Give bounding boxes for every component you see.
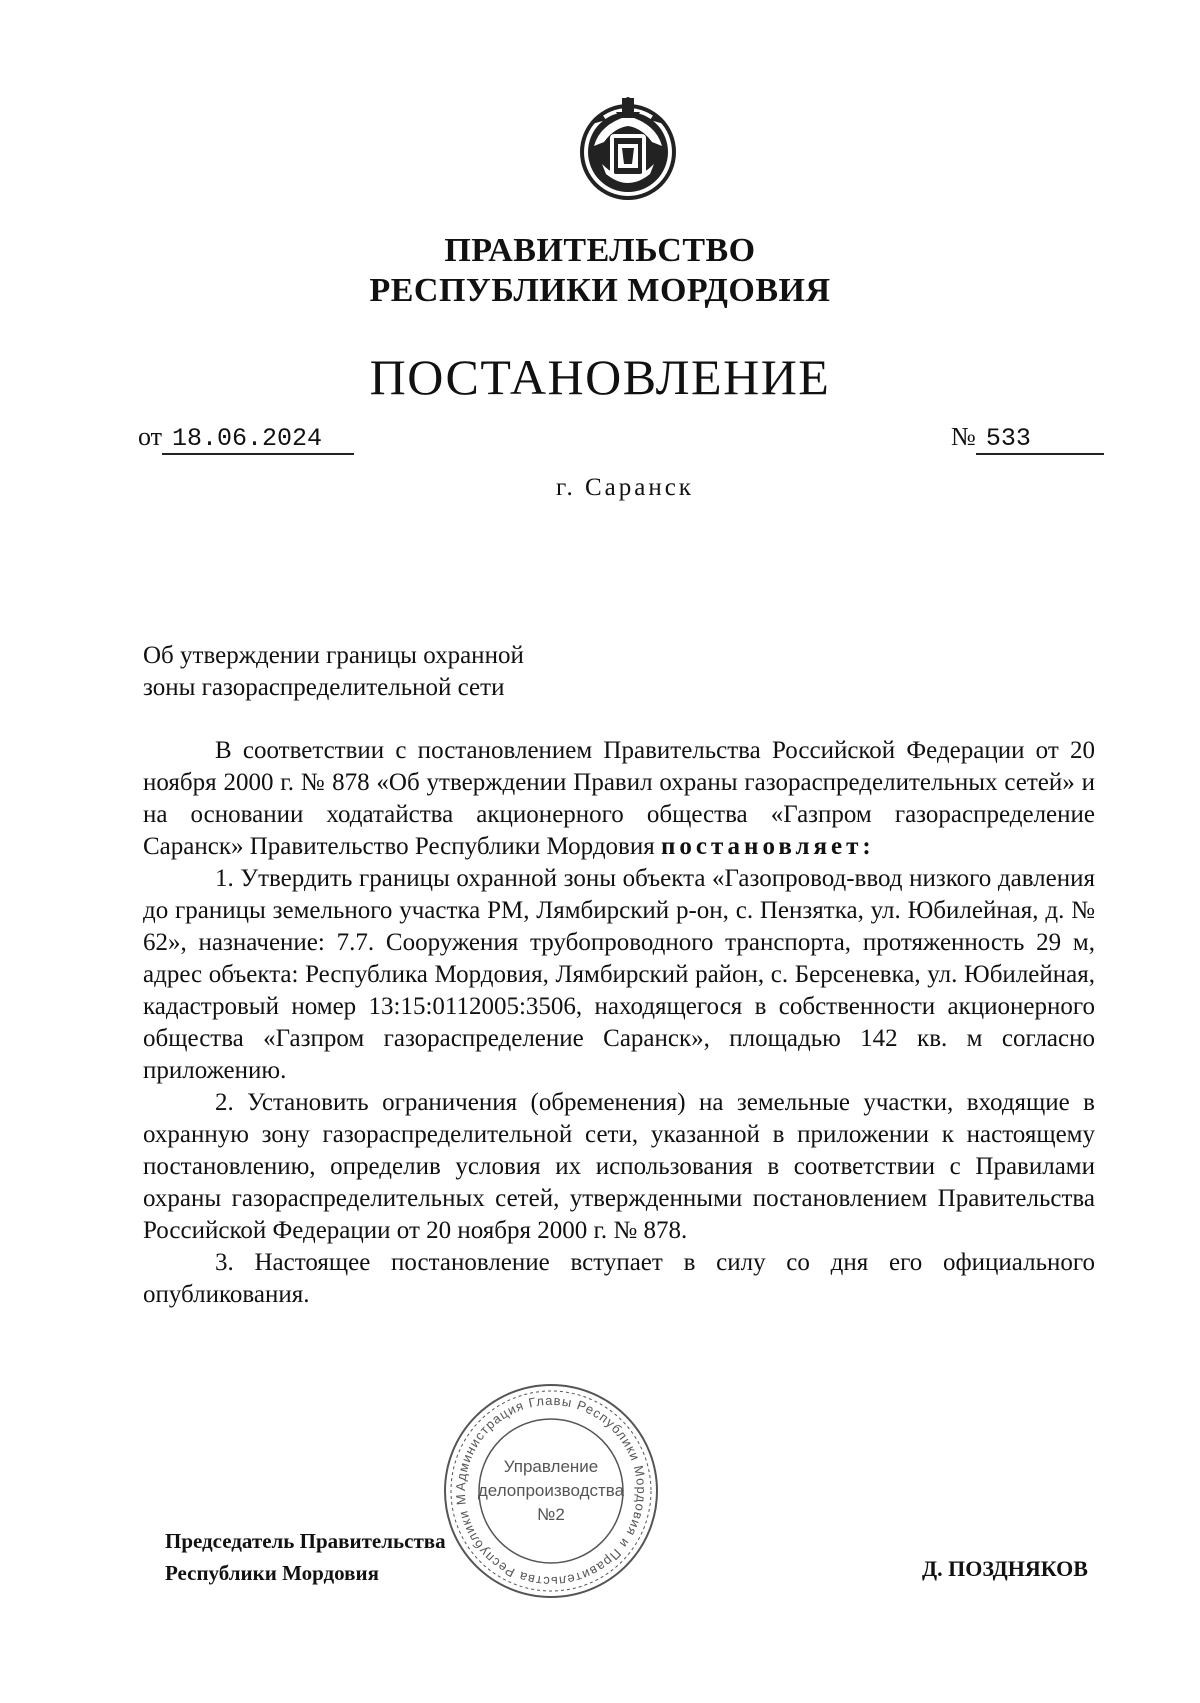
organization-name-line2: РЕСПУБЛИКИ МОРДОВИЯ — [369, 272, 831, 309]
stamp-line2: делопроизводства — [477, 1481, 625, 1500]
item-3-paragraph: 3. Настоящее постановление вступает в силу со дня его официального опубликования. — [143, 1249, 1095, 1308]
signatory-position — [165, 1525, 446, 1589]
document-date: 18.06.2024 — [162, 424, 354, 455]
coat-of-arms-emblem — [572, 94, 684, 204]
subject-line2: зоны газораспределительной сети — [143, 674, 505, 701]
preamble-text: В соответствии с постановлением Правительства Российской Федерации от 20 ноября 2000 г. № 878 «Об утверждении Правил охраны газораспределительных сетей» и на основании ходатайства акционерного общества «Газпром газораспределение Саранск» Правительство Республики Мордовия — [143, 737, 1095, 860]
stamp-line1: Управление — [503, 1457, 599, 1476]
item-1-paragraph: 1. Утвердить границы охранной зоны объекта «Газопровод-ввод низкого давления до границы земельного участка РМ, Лямбирский р-он, с. Пензятка, ул. Юбилейная, д. № 62», назначение: 7.7. Сооружения трубопроводного транспорта, протяженность 29 м, адрес объекта: Республика Мордовия, Лямбирский район, с. Берсеневка, ул. Юбилейная, кадастровый номер 13:15:0112005:3506, находящегося в собственности акционерного общества «Газпром газораспределение Саранск», площадью 142 кв. м согласно приложению. — [143, 865, 1095, 1084]
stamp-ring-text: Администрация Главы Республики Мордовия и Правительства Республики М — [452, 1392, 650, 1590]
organization-name-line1: ПРАВИТЕЛЬСТВО — [444, 232, 756, 269]
preamble-paragraph — [143, 735, 1095, 863]
signatory-position-line2: Республики Мордовия — [165, 1561, 379, 1585]
city-line: г. Саранск — [556, 474, 694, 501]
date-row — [138, 422, 354, 455]
stamp-seal-icon — [440, 1380, 662, 1602]
resolves-keyword: постановляет: — [660, 833, 875, 860]
official-stamp — [440, 1380, 662, 1602]
document-type-title: ПОСТАНОВЛЕНИЕ — [369, 349, 831, 405]
number-prefix: № — [951, 422, 976, 451]
signatory-position-line1: Председатель Правительства — [165, 1529, 446, 1553]
document-subject — [143, 640, 524, 704]
document-number: 533 — [976, 424, 1104, 455]
document-body — [143, 735, 1095, 1311]
signatory-name: Д. ПОЗДНЯКОВ — [922, 1556, 1088, 1581]
number-row — [951, 422, 1104, 455]
subject-line1: Об утверждении границы охранной — [143, 642, 524, 669]
date-prefix: от — [138, 422, 163, 451]
stamp-line3: №2 — [537, 1505, 565, 1524]
item-2-paragraph: 2. Установить ограничения (обременения) на земельные участки, входящие в охранную зону газораспределительной сети, указанной в приложении к настоящему постановлению, определив условия их использования в соответствии с Правилами охраны газораспределительных сетей, утвержденными постановлением Правительства Российской Федерации от 20 ноября 2000 г. № 878. — [143, 1089, 1095, 1244]
coat-of-arms-icon — [572, 94, 684, 204]
